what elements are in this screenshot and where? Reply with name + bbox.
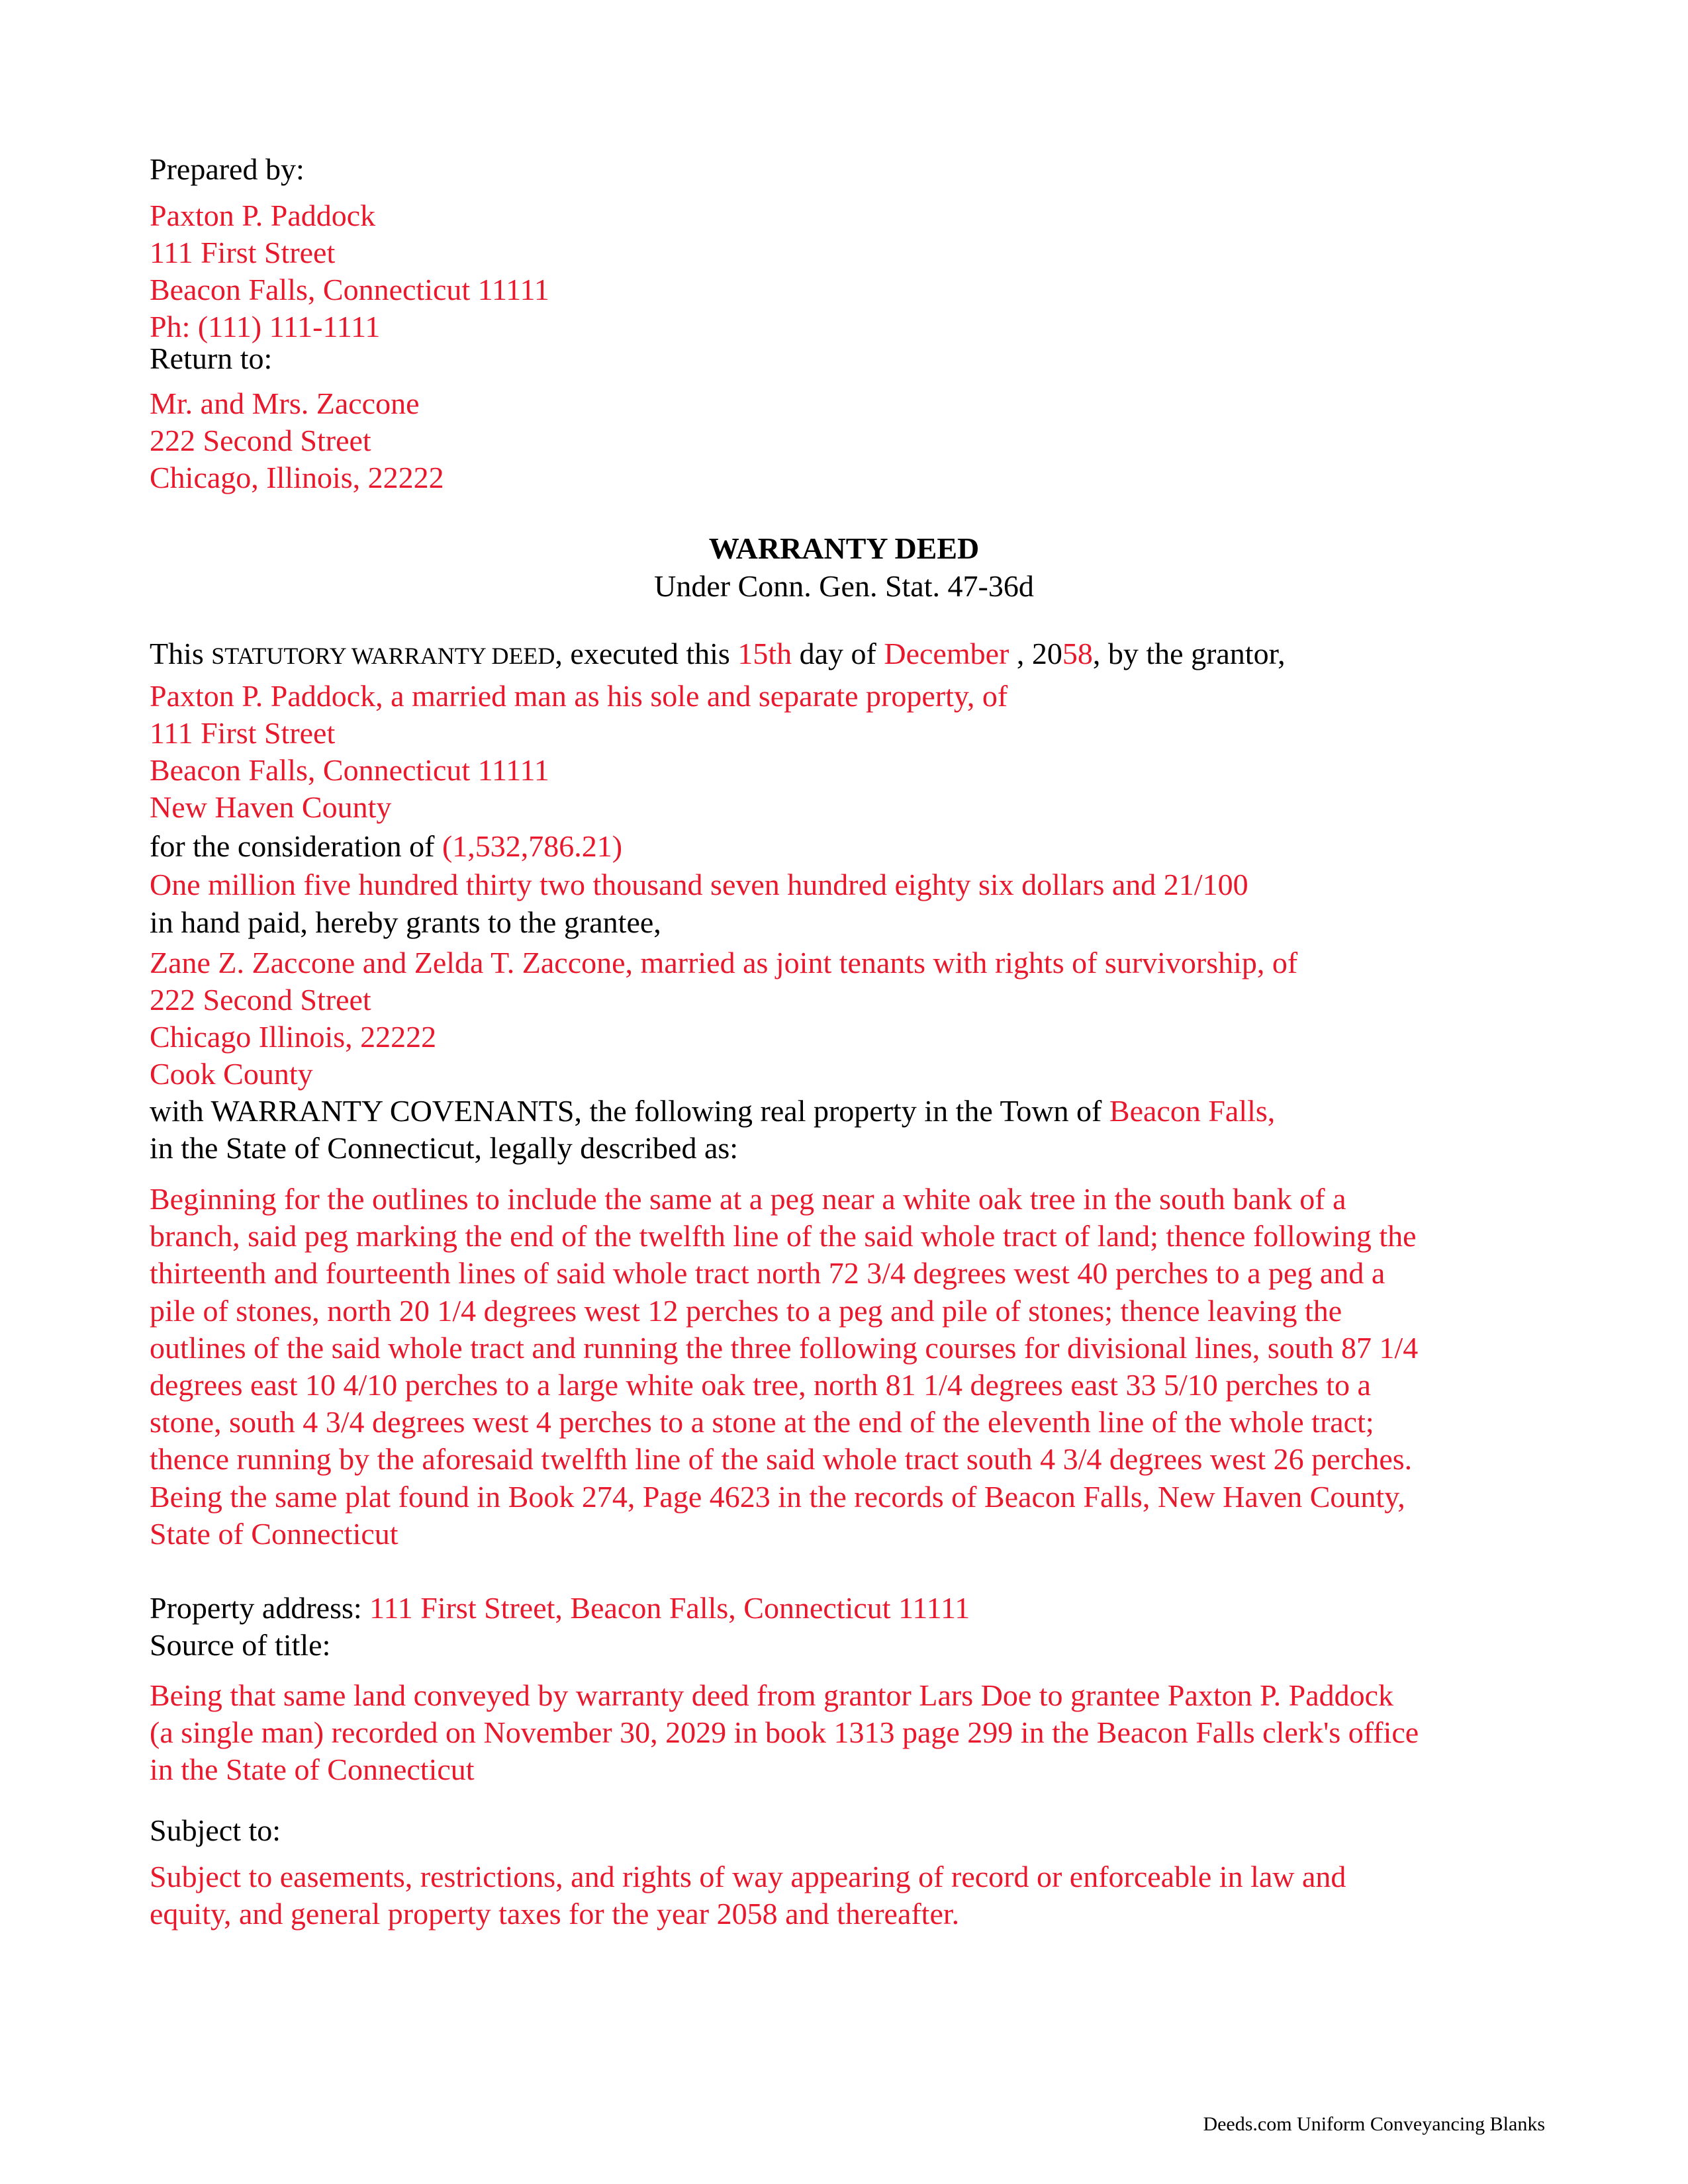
subject-line: equity, and general property taxes for the year 2058 and thereafter.: [150, 1897, 960, 1931]
intro-day: 15th: [737, 637, 792, 670]
grantee-street: 222 Second Street: [150, 983, 371, 1017]
legal-line: branch, said peg marking the end of the twelfth line of the said whole tract of land; thence following the: [150, 1219, 1417, 1253]
grantor-street: 111 First Street: [150, 716, 336, 750]
legal-description: [150, 1181, 1540, 1553]
intro-day-of: day of: [799, 637, 884, 670]
return-to-section: [150, 340, 1540, 377]
legal-line: Being the same plat found in Book 274, Page 4623 in the records of Beacon Falls, New Haven County,: [150, 1479, 1405, 1514]
preparer-street: 111 First Street: [150, 236, 336, 269]
consideration-amount: (1,532,786.21): [442, 829, 623, 863]
consideration-words-block: [150, 866, 1540, 903]
preparer-block: [150, 197, 1540, 345]
consideration-line: [150, 828, 1540, 865]
legal-line: pile of stones, north 20 1/4 degrees west 12 perches to a peg and pile of stones; thence leaving the: [150, 1293, 1342, 1328]
return-street: 222 Second Street: [150, 424, 371, 457]
subject-line: Subject to easements, restrictions, and rights of way appearing of record or enforceable in law and: [150, 1860, 1346, 1893]
legal-line: Beginning for the outlines to include the same at a peg near a white oak tree in the south bank of a: [150, 1182, 1346, 1216]
grantee-city: Chicago Illinois, 22222: [150, 1020, 437, 1054]
preparer-city: Beacon Falls, Connecticut 11111: [150, 273, 549, 306]
grantor-name: Paxton P. Paddock, a married man as his sole and separate property, of: [150, 679, 1008, 713]
covenants-state-line: in the State of Connecticut, legally described as:: [150, 1131, 739, 1165]
subject-to-text: [150, 1858, 1540, 1933]
prepared-by-section: [150, 151, 1540, 188]
grantor-county: New Haven County: [150, 790, 392, 824]
covenants-town: Beacon Falls,: [1109, 1094, 1276, 1128]
intro-line: [150, 635, 1540, 674]
preparer-name: Paxton P. Paddock: [150, 199, 376, 232]
preparer-phone: Ph: (111) 111-1111: [150, 310, 381, 343]
source-line: (a single man) recorded on November 30, 2029 in book 1313 page 299 in the Beacon Falls clerk's office: [150, 1715, 1419, 1750]
legal-line: State of Connecticut: [150, 1516, 399, 1551]
intro-year-prefix: , 20: [1016, 637, 1062, 670]
grants-line-block: [150, 904, 1540, 941]
return-city: Chicago, Illinois, 22222: [150, 461, 444, 494]
document-title: WARRANTY DEED: [708, 531, 980, 565]
prepared-by-label: Prepared by:: [150, 152, 305, 186]
return-to-block: [150, 385, 1540, 496]
legal-line: outlines of the said whole tract and running the three following courses for divisional lines, south 87 1/4: [150, 1330, 1419, 1365]
consideration-label: for the consideration of: [150, 829, 442, 863]
intro-executed: , executed this: [555, 637, 738, 670]
grantor-block: [150, 678, 1540, 826]
source-of-title-label: Source of title:: [150, 1628, 331, 1662]
source-line: Being that same land conveyed by warranty deed from grantor Lars Doe to grantee Paxton P. Paddock: [150, 1678, 1394, 1712]
property-address-value: 111 First Street, Beacon Falls, Connecticut 11111: [369, 1591, 970, 1625]
grantee-name: Zane Z. Zaccone and Zelda T. Zaccone, married as joint tenants with rights of survivorship, of: [150, 946, 1298, 979]
footer-credit: Deeds.com Uniform Conveyancing Blanks: [1203, 2113, 1545, 2135]
document-subtitle: Under Conn. Gen. Stat. 47-36d: [654, 569, 1034, 603]
legal-line: stone, south 4 3/4 degrees west 4 perches to a stone at the end of the eleventh line of the whole tract;: [150, 1405, 1374, 1439]
intro-deed-type: STATUTORY WARRANTY DEED: [211, 643, 555, 669]
return-to-label: Return to:: [150, 341, 273, 375]
subject-to-section: [150, 1812, 1540, 1849]
grantee-block: [150, 944, 1540, 1093]
subject-to-label: Subject to:: [150, 1813, 281, 1847]
intro-this: This: [150, 637, 212, 670]
covenants-text: with WARRANTY COVENANTS, the following real property in the Town of: [150, 1094, 1109, 1128]
intro-month: December: [884, 637, 1009, 670]
grants-line: in hand paid, hereby grants to the grantee,: [150, 905, 661, 939]
legal-line: thirteenth and fourteenth lines of said whole tract north 72 3/4 degrees west 40 perches to a peg and a: [150, 1256, 1385, 1291]
source-line: in the State of Connecticut: [150, 1752, 475, 1787]
grantee-county: Cook County: [150, 1057, 313, 1091]
consideration-words: One million five hundred thirty two thousand seven hundred eighty six dollars and 21/100: [150, 868, 1248, 901]
legal-line: thence running by the aforesaid twelfth line of the said whole tract south 4 3/4 degrees west 26 perches.: [150, 1442, 1413, 1477]
intro-by-grantor: , by the grantor,: [1092, 637, 1286, 670]
property-address-block: [150, 1590, 1540, 1664]
source-of-title: [150, 1677, 1540, 1789]
covenants-block: [150, 1093, 1540, 1167]
return-name: Mr. and Mrs. Zaccone: [150, 387, 420, 420]
intro-year-suffix: 58: [1062, 637, 1093, 670]
legal-line: degrees east 10 4/10 perches to a large white oak tree, north 81 1/4 degrees east 33 5/10 perches to a: [150, 1368, 1371, 1402]
property-address-label: Property address:: [150, 1591, 370, 1625]
grantor-city: Beacon Falls, Connecticut 11111: [150, 753, 549, 787]
